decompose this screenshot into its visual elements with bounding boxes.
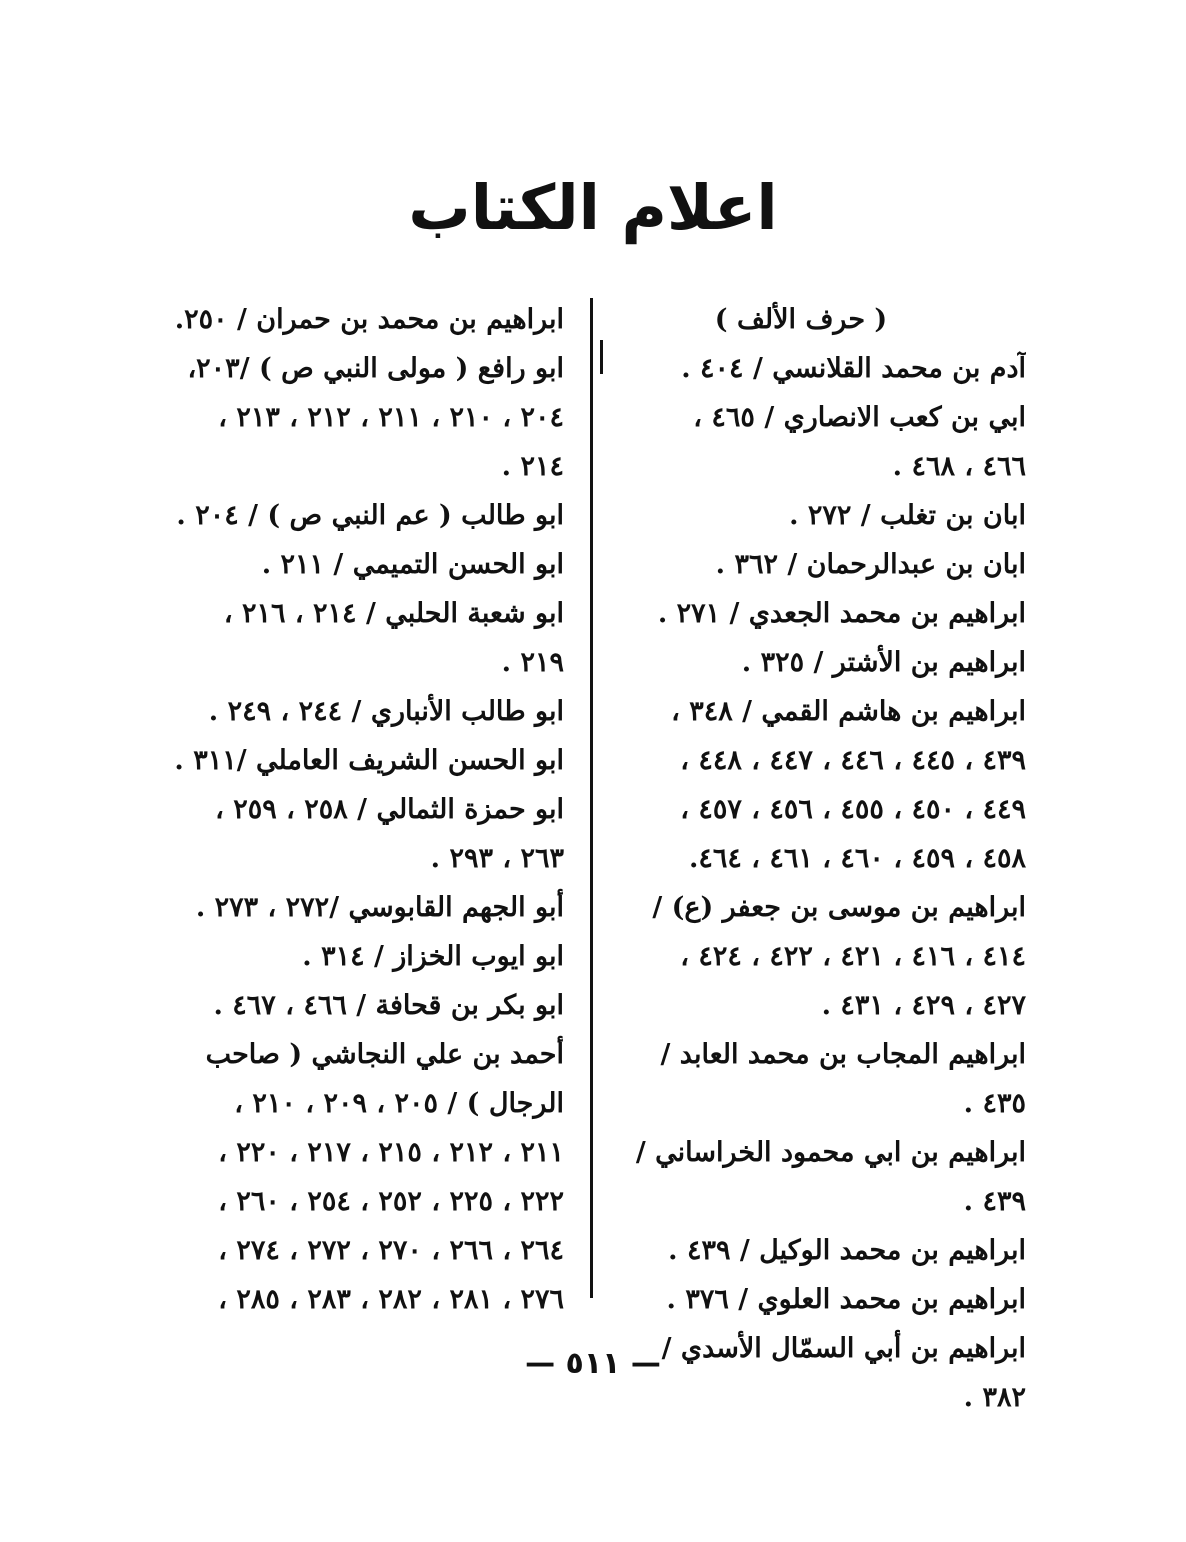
index-line: ٤٤٩ ، ٤٥٠ ، ٤٥٥ ، ٤٥٦ ، ٤٥٧ ، — [680, 794, 1026, 825]
index-line: ابو طالب الأنباري / ٢٤٤ ، ٢٤٩ . — [208, 696, 564, 727]
column-divider-tick — [600, 340, 603, 374]
index-column-left — [114, 295, 564, 1324]
index-line: ٢٢٢ ، ٢٢٥ ، ٢٥٢ ، ٢٥٤ ، ٢٦٠ ، — [218, 1186, 564, 1217]
index-line: ٢١١ ، ٢١٢ ، ٢١٥ ، ٢١٧ ، ٢٢٠ ، — [218, 1137, 564, 1168]
index-line: ابراهيم بن ابي محمود الخراساني / — [635, 1137, 1026, 1168]
index-line: ٤٣٩ . — [963, 1186, 1026, 1217]
index-line: ابو الحسن التميمي / ٢١١ . — [261, 549, 564, 580]
index-line: أبو الجهم القابوسي /٢٧٢ ، ٢٧٣ . — [195, 892, 564, 923]
index-line: ابو شعبة الحلبي / ٢١٤ ، ٢١٦ ، — [223, 598, 564, 629]
index-line: ٤٣٩ ، ٤٤٥ ، ٤٤٦ ، ٤٤٧ ، ٤٤٨ ، — [680, 745, 1026, 776]
index-line: ابو طالب ( عم النبي ص ) / ٢٠٤ . — [176, 500, 564, 531]
index-line: ٢٦٣ ، ٢٩٣ . — [430, 843, 564, 874]
index-line: ابراهيم بن محمد العلوي / ٣٧٦ . — [666, 1284, 1026, 1315]
index-line: ٢٧٦ ، ٢٨١ ، ٢٨٢ ، ٢٨٣ ، ٢٨٥ ، — [218, 1284, 564, 1315]
index-line: ابراهيم بن موسى بن جعفر (ع) / — [652, 892, 1026, 923]
index-line: ابو رافع ( مولى النبي ص ) /٢٠٣، — [187, 353, 564, 384]
index-column-right — [576, 295, 1026, 1422]
index-line: ٤١٤ ، ٤١٦ ، ٤٢١ ، ٤٢٢ ، ٤٢٤ ، — [680, 941, 1026, 972]
index-line: ابراهيم بن محمد الوكيل / ٤٣٩ . — [668, 1235, 1026, 1266]
index-line: ٢٠٤ ، ٢١٠ ، ٢١١ ، ٢١٢ ، ٢١٣ ، — [218, 402, 564, 433]
section-heading: ( حرف الألف ) — [714, 304, 888, 335]
index-line: ابراهيم بن محمد الجعدي / ٢٧١ . — [657, 598, 1026, 629]
index-line: ابراهيم بن محمد بن حمران / ٢٥٠. — [174, 304, 564, 335]
index-line: ٢١٤ . — [501, 451, 564, 482]
index-line: ابو الحسن الشريف العاملي /٣١١ . — [174, 745, 564, 776]
index-line: ابان بن عبدالرحمان / ٣٦٢ . — [715, 549, 1026, 580]
index-line: ابو ايوب الخزاز / ٣١٤ . — [302, 941, 564, 972]
index-line: ابي بن كعب الانصاري / ٤٦٥ ، — [693, 402, 1026, 433]
index-line: ٤٦٦ ، ٤٦٨ . — [892, 451, 1026, 482]
index-line: ابراهيم المجاب بن محمد العابد / — [660, 1039, 1026, 1070]
index-line: أحمد بن علي النجاشي ( صاحب — [205, 1039, 564, 1070]
index-line: ابو بكر بن قحافة / ٤٦٦ ، ٤٦٧ . — [213, 990, 564, 1021]
index-line: ابراهيم بن أبي السمّال الأسدي / — [661, 1333, 1026, 1364]
index-line: ٤٢٧ ، ٤٢٩ ، ٤٣١ . — [821, 990, 1026, 1021]
index-line: ابان بن تغلب / ٢٧٢ . — [789, 500, 1026, 531]
page-title: اعلام الكتاب — [408, 171, 778, 244]
index-line: ابراهيم بن الأشتر / ٣٢٥ . — [741, 647, 1026, 678]
index-line: ٤٣٥ . — [963, 1088, 1026, 1119]
index-line: ٢١٩ . — [501, 647, 564, 678]
index-line: آدم بن محمد القلانسي / ٤٠٤ . — [681, 353, 1026, 384]
index-line: ابو حمزة الثمالي / ٢٥٨ ، ٢٥٩ ، — [215, 794, 564, 825]
column-divider — [590, 298, 593, 1298]
index-line: ٣٨٢ . — [963, 1382, 1026, 1413]
index-line: ٢٦٤ ، ٢٦٦ ، ٢٧٠ ، ٢٧٢ ، ٢٧٤ ، — [218, 1235, 564, 1266]
page-number: — ٥١١ — — [525, 1346, 661, 1381]
index-line: ٤٥٨ ، ٤٥٩ ، ٤٦٠ ، ٤٦١ ، ٤٦٤. — [688, 843, 1026, 874]
index-line: الرجال ) / ٢٠٥ ، ٢٠٩ ، ٢١٠ ، — [234, 1088, 564, 1119]
index-line: ابراهيم بن هاشم القمي / ٣٤٨ ، — [671, 696, 1026, 727]
